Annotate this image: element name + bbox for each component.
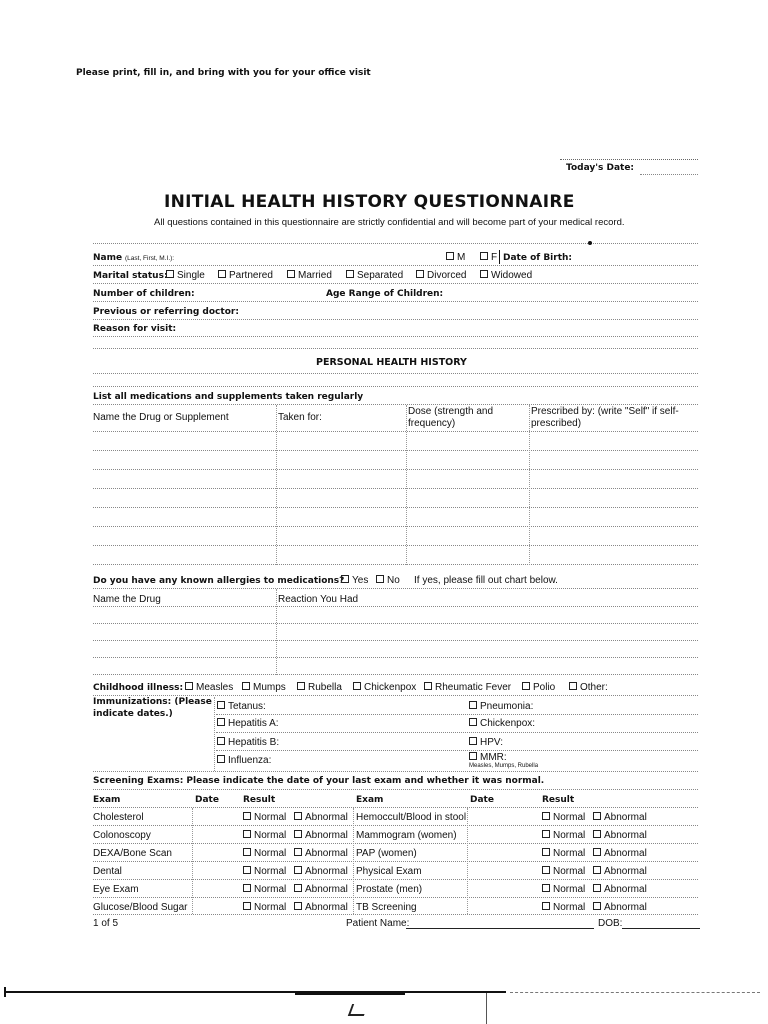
exam-name: Eye Exam [93,884,139,895]
childhood-rubella[interactable] [297,682,342,693]
checkbox-icon [294,848,302,856]
normal-option[interactable] [542,830,585,841]
immunization-hepatitis-b[interactable] [217,737,279,748]
reason-field-2[interactable] [93,348,698,349]
meds-row[interactable] [93,431,698,432]
page-number: 1 of 5 [93,918,119,929]
meds-row[interactable] [93,488,698,489]
checkbox-icon [522,682,530,690]
sex-m-label: M [457,252,466,263]
option-label: Abnormal [305,866,348,877]
marital-separated[interactable] [346,270,403,281]
checkbox-icon [294,830,302,838]
option-label: Measles [196,682,234,693]
abnormal-option[interactable] [294,830,348,841]
option-label: Abnormal [604,902,647,913]
option-label: Pneumonia: [480,701,534,712]
abnormal-option[interactable] [593,830,647,841]
screening-header-date-2: Date [470,795,494,805]
checkbox-icon [446,252,454,260]
date-top-rule [560,159,698,160]
reason-field[interactable] [93,336,698,337]
option-label: Normal [254,902,287,913]
footer-patient-name-label: Patient Name: [346,918,410,929]
option-label: Abnormal [604,848,647,859]
col-divider [529,405,530,565]
option-label: Rubella [308,682,342,693]
meds-heading: List all medications and supplements taken regularly [93,392,364,402]
checkbox-icon [542,866,550,874]
rule [93,588,698,589]
col-divider [192,808,193,914]
option-label: HPV: [480,737,503,748]
checkbox-icon [341,575,349,583]
option-label: Partnered [229,270,273,281]
checkbox-icon [294,812,302,820]
col-divider [276,589,277,675]
checkbox-icon [480,270,488,278]
dot-mark [588,241,592,245]
allergy-yes-option[interactable] [341,575,368,586]
reason-label: Reason for visit: [93,324,177,334]
meds-row[interactable] [93,545,698,546]
scan-edge-vertical [486,993,487,1024]
option-label: Tetanus: [228,701,266,712]
col-divider [353,808,354,914]
option-label: Normal [254,812,287,823]
normal-option[interactable] [542,812,585,823]
immunization-row [216,714,698,715]
col-divider [406,405,407,565]
option-label: Influenza: [228,755,272,766]
normal-option[interactable] [243,866,286,877]
immunization-hpv[interactable] [469,737,503,748]
normal-option[interactable] [243,884,286,895]
footer-dob-label: DOB: [598,918,623,929]
exam-name: Mammogram (women) [356,830,457,841]
allergy-question: Do you have any known allergies to medications? [93,576,345,586]
abnormal-option[interactable] [294,848,348,859]
immunizations-label-2: indicate dates.) [93,709,173,719]
normal-option[interactable] [243,830,286,841]
option-label: Polio [533,682,556,693]
option-label: Rheumatic Fever [435,682,512,693]
option-label: Hepatitis A: [228,718,279,729]
sex-f-label: F [491,252,498,263]
option-label: Abnormal [604,866,647,877]
normal-option[interactable] [542,866,585,877]
rule [93,386,698,387]
meds-row[interactable] [93,507,698,508]
screening-header-result-2: Result [542,795,575,805]
childhood-measles[interactable] [185,682,233,693]
option-label: Normal [254,884,287,895]
meds-row[interactable] [93,450,698,451]
meds-col-dose-2: frequency) [408,418,456,429]
screening-heading: Screening Exams: Please indicate the date of your last exam and whether it was normal. [93,776,545,786]
exam-name: Prostate (men) [356,884,423,895]
checkbox-icon [469,737,477,745]
option-label: Abnormal [305,884,348,895]
rule [93,897,698,898]
allergy-row[interactable] [93,623,698,624]
normal-option[interactable] [243,848,286,859]
abnormal-option[interactable] [294,902,348,913]
option-label: Chickenpox: [480,718,536,729]
checkbox-icon [424,682,432,690]
section-personal-title: PERSONAL HEALTH HISTORY [316,357,467,368]
checkbox-icon [217,701,225,709]
abnormal-option[interactable] [294,812,348,823]
option-label: Chickenpox [364,682,417,693]
exam-name: DEXA/Bone Scan [93,848,172,859]
option-label: Normal [553,830,586,841]
rule [93,789,698,790]
option-label: Mumps [253,682,286,693]
option-label: Normal [254,848,287,859]
rule [93,283,698,284]
form-title: INITIAL HEALTH HISTORY QUESTIONNAIRE [164,192,575,212]
screening-header-exam: Exam [93,795,121,805]
abnormal-option[interactable] [593,848,647,859]
marital-married[interactable] [287,270,332,281]
childhood-label: Childhood illness: [93,683,184,693]
checkbox-icon [185,682,193,690]
col-divider [276,405,277,565]
meds-col-prescribed-2: prescribed) [531,418,582,429]
option-label: Normal [553,812,586,823]
checkbox-icon [287,270,295,278]
meds-row[interactable] [93,526,698,527]
checkbox-icon [166,270,174,278]
allergy-no-option[interactable] [376,575,400,586]
option-label: Abnormal [305,848,348,859]
checkbox-icon [542,830,550,838]
rule [93,807,698,808]
checkbox-icon [243,812,251,820]
option-label: Normal [553,902,586,913]
exam-name: TB Screening [356,902,417,913]
abnormal-option[interactable] [593,902,647,913]
checkbox-icon [542,812,550,820]
checkbox-icon [243,830,251,838]
mmr-note: Measles, Mumps, Rubella [469,763,539,769]
checkbox-icon [243,848,251,856]
checkbox-icon [480,252,488,260]
option-label: MMR: [480,752,507,763]
abnormal-option[interactable] [294,884,348,895]
rule [93,879,698,880]
normal-option[interactable] [542,902,585,913]
meds-col-drug: Name the Drug or Supplement [93,412,229,423]
checkbox-icon [542,902,550,910]
col-divider [214,697,215,771]
checkbox-icon [346,270,354,278]
rule [93,404,698,405]
childhood-chickenpox[interactable] [353,682,416,693]
option-label: Abnormal [305,812,348,823]
scan-edge-mark [4,987,6,997]
immunization-pneumonia[interactable] [469,701,533,712]
sex-m-option[interactable] [446,252,465,263]
exam-name: Glucose/Blood Sugar [93,902,188,913]
scan-edge-blot [295,992,405,995]
option-label: Abnormal [305,830,348,841]
exam-name: Dental [93,866,122,877]
rule [93,243,698,244]
immunization-mmr[interactable] [469,752,507,763]
meds-row[interactable] [93,469,698,470]
childhood-other[interactable] [569,682,608,693]
immunization-tetanus[interactable] [217,701,266,712]
rule [93,861,698,862]
abnormal-option[interactable] [593,812,647,823]
checkbox-icon [243,884,251,892]
option-label: Divorced [427,270,467,281]
option-label: Abnormal [604,884,647,895]
marital-single[interactable] [166,270,205,281]
marital-partnered[interactable] [218,270,273,281]
rule [93,695,698,696]
immunization-hepatitis-a[interactable] [217,718,279,729]
meds-col-taken-for: Taken for: [278,412,322,423]
abnormal-option[interactable] [294,866,348,877]
abnormal-option[interactable] [593,884,647,895]
checkbox-icon [469,752,477,760]
checkbox-icon [593,830,601,838]
option-label: Normal [553,884,586,895]
option-label: No [387,575,400,586]
checkbox-icon [593,902,601,910]
meds-col-prescribed-1: Prescribed by: (write "Self" if self- [531,406,679,417]
checkbox-icon [242,682,250,690]
exam-name: Physical Exam [356,866,422,877]
option-label: Yes [352,575,369,586]
allergy-row[interactable] [93,674,698,675]
option-label: Normal [553,866,586,877]
exam-name: Colonoscopy [93,830,151,841]
todays-date-field[interactable] [640,174,698,175]
dob-label: Date of Birth: [503,253,573,263]
rule [93,914,698,915]
top-note: Please print, fill in, and bring with you for your office visit [76,68,371,78]
checkbox-icon [542,884,550,892]
checkbox-icon [243,866,251,874]
checkbox-icon [294,884,302,892]
name-label: Name [93,253,123,263]
allergy-col-drug: Name the Drug [93,594,161,605]
scan-edge-line [6,991,506,993]
checkbox-icon [569,682,577,690]
checkbox-icon [593,866,601,874]
checkbox-icon [469,718,477,726]
checkbox-icon [353,682,361,690]
referring-field[interactable] [93,319,698,320]
childhood-polio[interactable] [522,682,555,693]
checkbox-icon [542,848,550,856]
marital-divorced[interactable] [416,270,466,281]
marital-widowed[interactable] [480,270,532,281]
normal-option[interactable] [243,902,286,913]
footer-patient-name-field[interactable] [406,928,594,929]
option-label: Normal [254,830,287,841]
checkbox-icon [294,866,302,874]
normal-option[interactable] [542,884,585,895]
scan-edge-dashes [510,992,760,993]
checkbox-icon [593,848,601,856]
allergy-col-reaction: Reaction You Had [278,594,359,605]
allergy-row[interactable] [93,657,698,658]
rule [93,843,698,844]
checkbox-icon [217,718,225,726]
normal-option[interactable] [542,848,585,859]
immunization-chickenpox[interactable] [469,718,535,729]
normal-option[interactable] [243,812,286,823]
allergy-row[interactable] [93,640,698,641]
checkbox-icon [294,902,302,910]
option-label: Abnormal [305,902,348,913]
sex-f-option[interactable] [480,252,497,263]
allergy-row[interactable] [93,606,698,607]
rule [93,373,698,374]
exam-name: Cholesterol [93,812,144,823]
meds-row[interactable] [93,564,698,565]
checkbox-icon [416,270,424,278]
checkbox-icon [217,737,225,745]
rule [93,825,698,826]
option-label: Other: [580,682,608,693]
meds-col-dose-1: Dose (strength and [408,406,494,417]
col-divider [467,808,468,914]
checkbox-icon [376,575,384,583]
checkbox-icon [297,682,305,690]
marital-label: Marital status: [93,271,168,281]
form-subtitle: All questions contained in this questionnaire are strictly confidential and will become part of your medical record. [154,217,625,228]
childhood-mumps[interactable] [242,682,286,693]
option-label: Normal [254,866,287,877]
exam-name: PAP (women) [356,848,417,859]
option-label: Hepatitis B: [228,737,280,748]
field-divider [499,250,500,264]
immunization-row [216,732,698,733]
rule [93,771,698,772]
option-label: Married [298,270,332,281]
name-hint: (Last, First, M.I.): [125,255,175,262]
option-label: Abnormal [604,830,647,841]
children-field[interactable] [93,301,698,302]
option-label: Abnormal [604,812,647,823]
footer-dob-field[interactable] [622,928,700,929]
checkbox-icon [217,755,225,763]
option-label: Separated [357,270,404,281]
name-field[interactable] [93,265,698,266]
exam-name: Hemoccult/Blood in stool [356,812,467,823]
children-label: Number of children: [93,289,195,299]
checkbox-icon [593,884,601,892]
option-label: Normal [553,848,586,859]
scan-mark [348,1004,368,1016]
abnormal-option[interactable] [593,866,647,877]
allergy-note: If yes, please fill out chart below. [414,575,558,586]
childhood-rheumatic-fever[interactable] [424,682,511,693]
option-label: Single [177,270,205,281]
screening-header-exam-2: Exam [356,795,384,805]
screening-header-date: Date [195,795,219,805]
option-label: Widowed [491,270,533,281]
checkbox-icon [243,902,251,910]
checkbox-icon [218,270,226,278]
todays-date-label: Today's Date: [566,163,635,173]
age-range-label: Age Range of Children: [326,289,444,299]
immunization-influenza[interactable] [217,755,271,766]
screening-header-result: Result [243,795,276,805]
checkbox-icon [469,701,477,709]
immunization-row [216,750,698,751]
immunizations-label-1: Immunizations: (Please [93,697,212,707]
referring-label: Previous or referring doctor: [93,307,239,317]
checkbox-icon [593,812,601,820]
